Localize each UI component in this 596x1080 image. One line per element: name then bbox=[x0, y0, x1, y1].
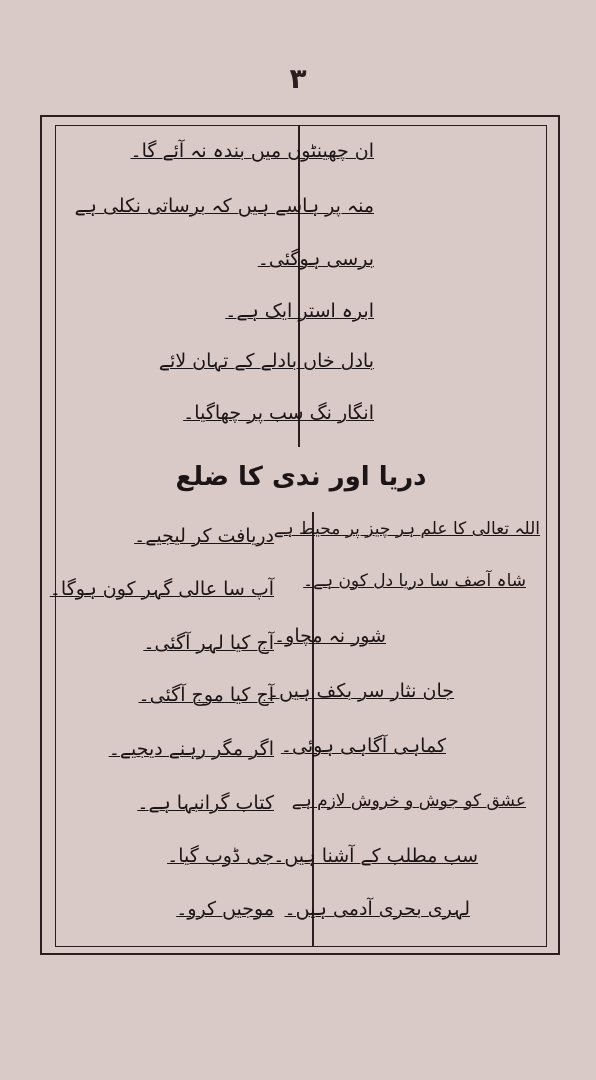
top-line: منہ پر ہاسے ہیں کہ برساتی نکلی ہے bbox=[74, 195, 374, 217]
top-line: ابرہ استر ایک ہے۔ bbox=[225, 300, 374, 322]
left-column-line: آپ سا عالی گہر کون ہوگا۔ bbox=[49, 578, 274, 600]
right-column-line: اللہ تعالی کا علم ہر چیز پر محیط ہے bbox=[273, 519, 540, 539]
top-line: ان چھینٹوں میں بندہ نہ آئے گا۔ bbox=[130, 140, 374, 162]
left-column-line: دریافت کر لیجیے۔ bbox=[134, 525, 274, 547]
section-heading: دریا اور ندی کا ضلع bbox=[175, 462, 427, 492]
page-number: ۳ bbox=[289, 62, 307, 95]
left-column-line: اگر مگر رہنے دیجیے۔ bbox=[108, 738, 274, 760]
top-line: بادل خاں بادلے کے تہان لائے bbox=[158, 350, 374, 372]
right-column-line: عشق کو جوش و خروش لازم ہے bbox=[291, 791, 526, 811]
top-line: برسی ہوگئی۔ bbox=[257, 248, 374, 270]
left-column-line: آج کیا موج آگئی۔ bbox=[138, 684, 274, 706]
right-column-line: شور نہ مچاو۔ bbox=[274, 625, 386, 647]
left-column-line: موجیں کرو۔ bbox=[176, 898, 274, 920]
right-column-line: لہری بحری آدمی ہیں۔ bbox=[284, 898, 470, 920]
left-column-line: آج کیا لہر آگئی۔ bbox=[143, 632, 274, 654]
top-line: انگار نگ سب پر چھاگیا۔ bbox=[183, 402, 374, 424]
left-column-line: کتاب گرانبہا ہے۔ bbox=[137, 792, 274, 814]
right-column-line: سب مطلب کے آشنا ہیں۔ bbox=[273, 845, 478, 867]
left-column-line: جی ڈوب گیا۔ bbox=[167, 845, 274, 867]
right-column-line: شاہ آصف سا دریا دل کون ہے۔ bbox=[303, 571, 526, 591]
right-column-line: جان نثار سر بکف ہیں۔ bbox=[268, 680, 454, 702]
right-column-line: کماہی آگاہی ہوئی۔ bbox=[280, 735, 446, 757]
top-column-divider bbox=[298, 125, 300, 447]
